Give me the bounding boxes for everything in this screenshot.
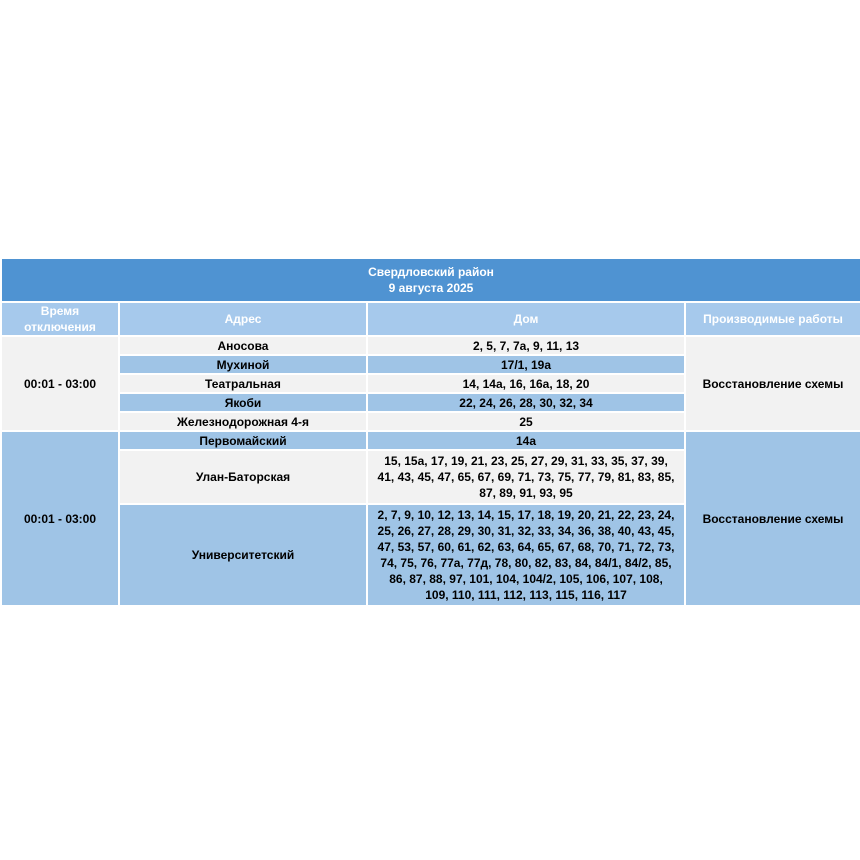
header-house: Дом <box>367 302 685 336</box>
street-name: Железнодорожная 4-я <box>119 412 367 431</box>
house-numbers: 2, 5, 7, 7а, 9, 11, 13 <box>367 336 685 355</box>
house-numbers: 17/1, 19а <box>367 355 685 374</box>
street-name: Улан-Баторская <box>119 450 367 504</box>
house-numbers: 15, 15а, 17, 19, 21, 23, 25, 27, 29, 31, 33, 35, 37, 39, 41, 43, 45, 47, 65, 67, 69, 71, 73, 75, 77, 79, 81, 83, 85, 87, 89, 91, 93, 95 <box>367 450 685 504</box>
outage-table <box>0 257 860 607</box>
works-description: Восстановление схемы <box>685 431 860 606</box>
header-address: Адрес <box>119 302 367 336</box>
street-name: Первомайский <box>119 431 367 450</box>
street-name: Мухиной <box>119 355 367 374</box>
street-name: Театральная <box>119 374 367 393</box>
district-title: Свердловский район <box>368 265 494 279</box>
outage-table-container <box>0 257 860 607</box>
works-description: Восстановление схемы <box>685 336 860 431</box>
table-title <box>1 258 860 302</box>
outage-time: 00:01 - 03:00 <box>1 431 119 606</box>
header-works: Производимые работы <box>685 302 860 336</box>
table-row <box>1 336 860 355</box>
outage-time: 00:01 - 03:00 <box>1 336 119 431</box>
house-numbers: 14, 14а, 16, 16а, 18, 20 <box>367 374 685 393</box>
table-row <box>1 431 860 450</box>
street-name: Университетский <box>119 504 367 606</box>
street-name: Якоби <box>119 393 367 412</box>
house-numbers: 2, 7, 9, 10, 12, 13, 14, 15, 17, 18, 19, 20, 21, 22, 23, 24, 25, 26, 27, 28, 29, 30, 31, 32, 33, 34, 36, 38, 40, 43, 45, 47, 53, 57, 60, 61, 62, 63, 64, 65, 67, 68, 70, 71, 72, 73, 74, 75, 76, 77а, 77д, 78, 80, 82, 83, 84, 84/1, 84/2, 85, 86, 87, 88, 97, 101, 104, 104/2, 105, 106, 107, 108, 109, 110, 111, 112, 113, 115, 116, 117 <box>367 504 685 606</box>
header-time: Время отключения <box>1 302 119 336</box>
street-name: Аносова <box>119 336 367 355</box>
house-numbers: 14а <box>367 431 685 450</box>
house-numbers: 25 <box>367 412 685 431</box>
date-title: 9 августа 2025 <box>388 281 474 295</box>
house-numbers: 22, 24, 26, 28, 30, 32, 34 <box>367 393 685 412</box>
